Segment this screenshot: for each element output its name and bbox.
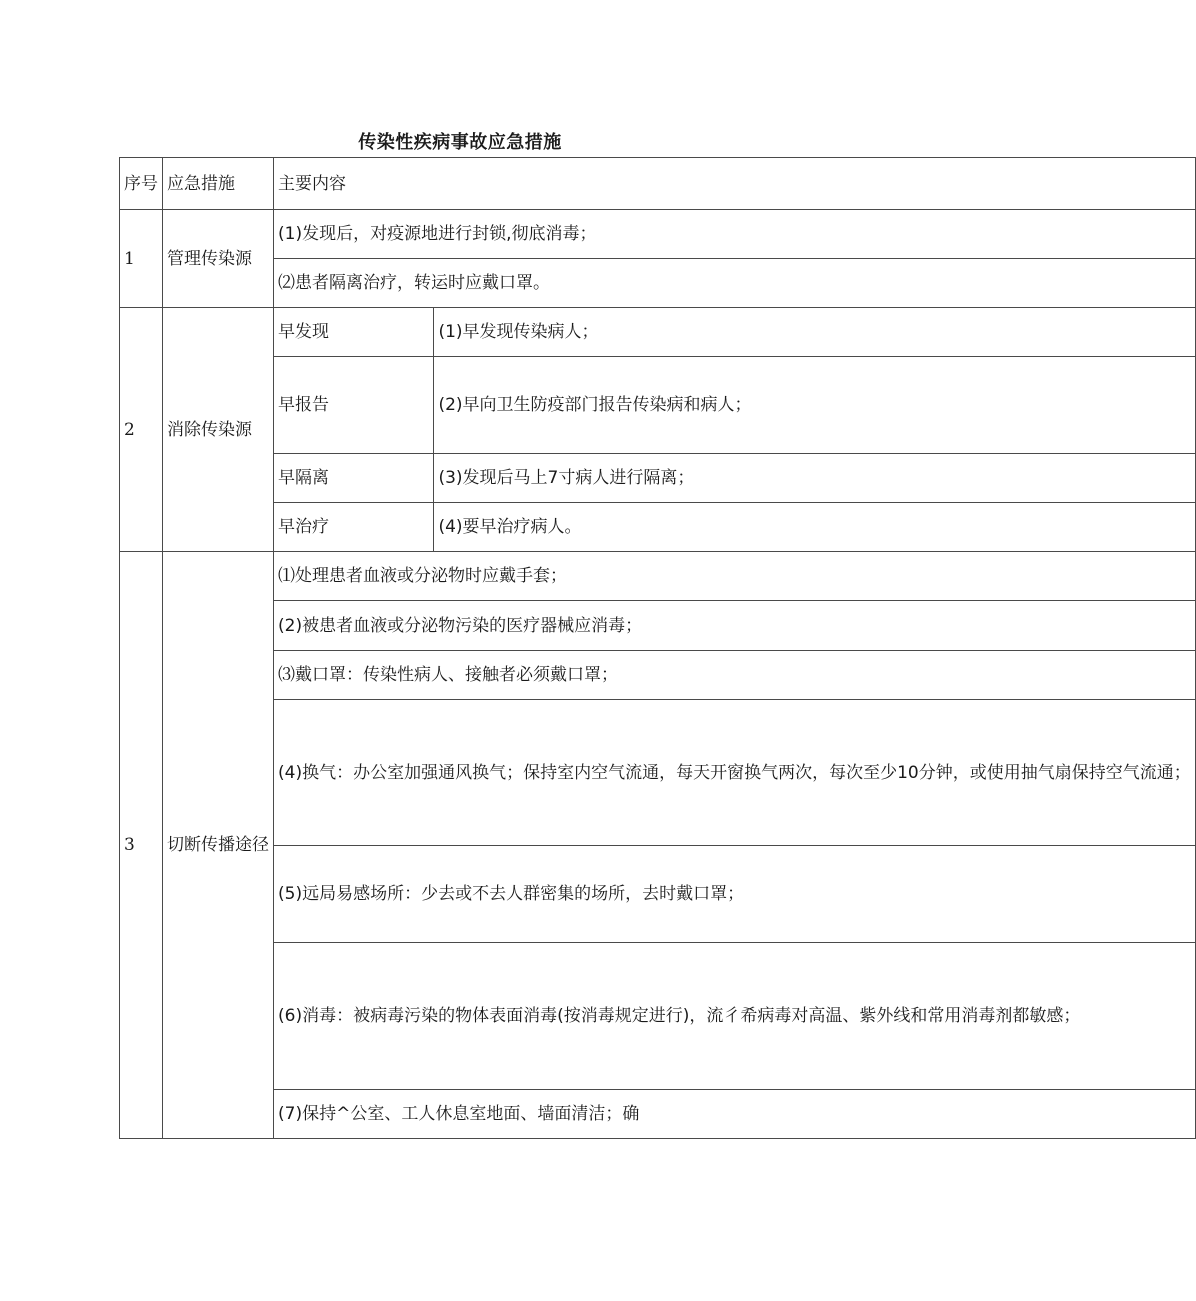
header-measure: 应急措施 [163,158,274,210]
content-cell: ⑵患者隔离治疗，转运时应戴口罩。 [274,259,1196,308]
row-measure: 切断传播途径 [163,552,274,1139]
content-cell: (2)被患者血液或分泌物污染的医疗器械应消毒； [274,601,1196,651]
content-cell: (1)早发现传染病人； [434,308,1195,357]
table-row [120,210,1196,259]
table-row [120,357,1196,454]
table-row [120,1090,1196,1139]
content-cell: (1)发现后，对疫源地进行封锁,彻底消毒； [274,210,1196,259]
row-index: 3 [120,552,163,1139]
header-content: 主要内容 [274,158,1196,210]
table-row [120,454,1196,503]
content-cell: (7)保持^公室、工人休息室地面、墙面清洁；确 [274,1090,1196,1139]
content-cell: (4)要早治疗病人。 [434,503,1195,552]
content-cell: ⑶戴口罩：传染性病人、接触者必须戴口罩； [274,651,1196,700]
table-row [120,651,1196,700]
page-title: 传染性疾病事故应急措施 [358,132,562,153]
table-header-row [120,158,1196,210]
sub-label: 早隔离 [274,454,434,503]
measures-table [119,157,1196,1139]
content-cell: (3)发现后马上7寸病人进行隔离； [434,454,1195,503]
table-row [120,503,1196,552]
row-index: 1 [120,210,163,308]
table-row [120,700,1196,846]
sub-label: 早报告 [274,357,434,454]
table-row [120,601,1196,651]
table-row [120,552,1196,601]
table-row [120,846,1196,943]
sub-label: 早发现 [274,308,434,357]
content-cell: (6)消毒：被病毒污染的物体表面消毒(按消毒规定进行)，流彳希病毒对高温、紫外线和常用消毒剂都敏感； [274,943,1196,1090]
content-cell: (5)远局易感场所：少去或不去人群密集的场所，去时戴口罩； [274,846,1196,943]
row-measure: 管理传染源 [163,210,274,308]
row-index: 2 [120,308,163,552]
row-measure: 消除传染源 [163,308,274,552]
header-index: 序号 [120,158,163,210]
content-cell: (4)换气：办公室加强通风换气；保持室内空气流通，每天开窗换气两次，每次至少10分钟，或使用抽气扇保持空气流通； [274,700,1196,846]
content-cell: (2)早向卫生防疫部门报告传染病和病人； [434,357,1195,454]
sub-label: 早治疗 [274,503,434,552]
content-cell: ⑴处理患者血液或分泌物时应戴手套； [274,552,1196,601]
table-row [120,308,1196,357]
table-row [120,259,1196,308]
table-row [120,943,1196,1090]
